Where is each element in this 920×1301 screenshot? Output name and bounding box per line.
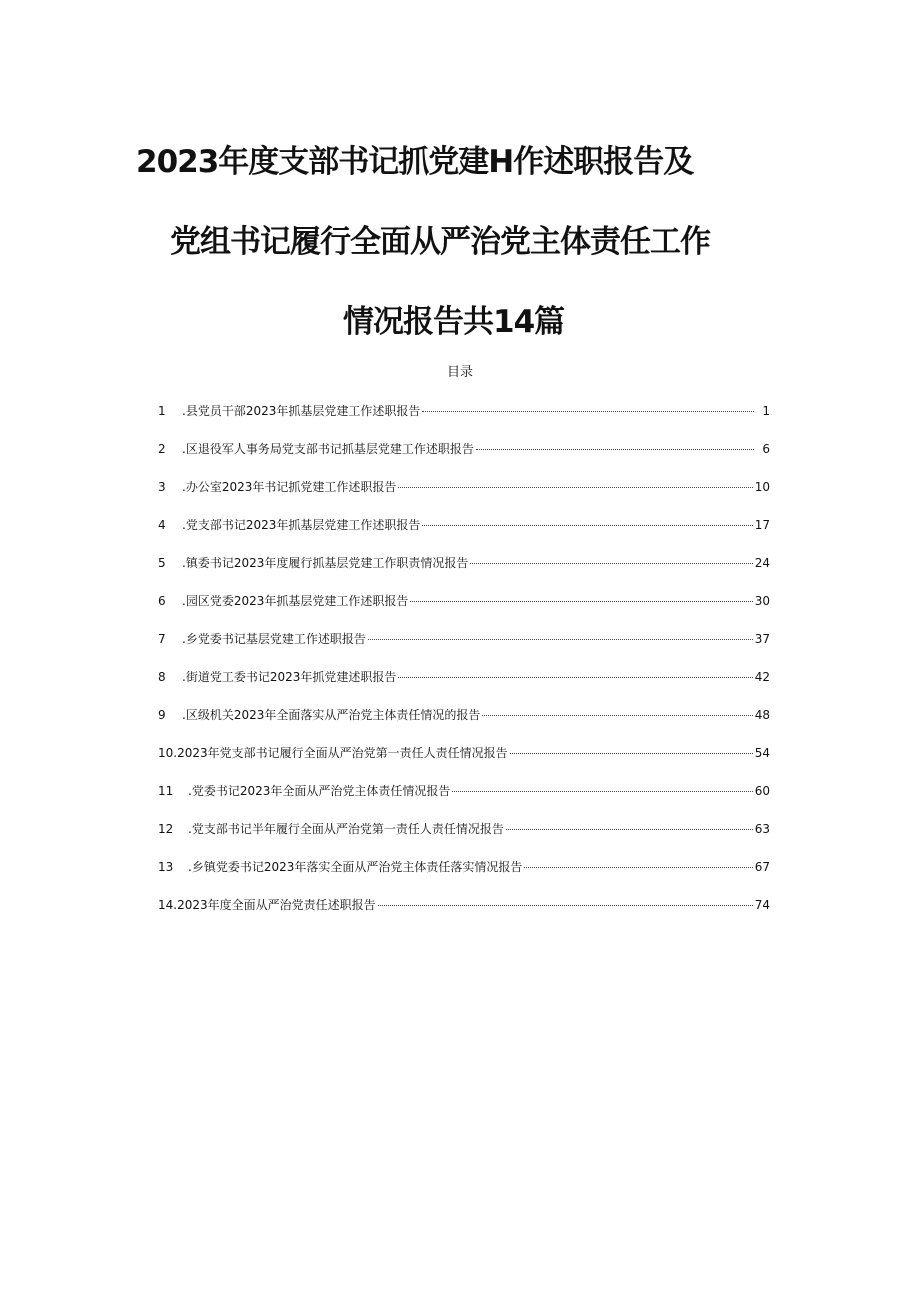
toc-entry-number: 1 bbox=[158, 404, 166, 418]
toc-entry-number: 6 bbox=[158, 594, 166, 608]
toc-entry[interactable] bbox=[158, 745, 770, 783]
toc-entry-number: 4 bbox=[158, 518, 166, 532]
toc-entry-number: 12 bbox=[158, 822, 174, 836]
toc-entry-page: 10 bbox=[754, 480, 770, 494]
toc-entry-page: 1 bbox=[762, 404, 770, 418]
toc-entry[interactable] bbox=[158, 897, 770, 935]
toc-entry-title: .园区党委2023年抓基层党建工作述职报告 bbox=[182, 594, 409, 608]
toc-dot-leader bbox=[378, 905, 753, 906]
toc-entry-title: .街道党工委书记2023年抓党建述职报告 bbox=[182, 670, 397, 684]
toc-entry-title: .区退役军人事务局党支部书记抓基层党建工作述职报告 bbox=[182, 442, 474, 456]
toc-entry-page: 30 bbox=[754, 594, 770, 608]
document-title-line-1: 2023年度支部书记抓党建H作述职报告及 bbox=[136, 144, 694, 180]
toc-heading: 目录 bbox=[446, 365, 473, 380]
document-title-line-2: 党组书记履行全面从严治党主体责任工作 bbox=[170, 224, 710, 260]
toc-entry-number: 13 bbox=[158, 860, 174, 874]
toc-entry[interactable] bbox=[158, 821, 770, 859]
toc-entry-title: .镇委书记2023年度履行抓基层党建工作职责情况报告 bbox=[182, 556, 469, 570]
toc-entry-number: 3 bbox=[158, 480, 166, 494]
toc-entry-number: 9 bbox=[158, 708, 166, 722]
toc-entry-page: 42 bbox=[754, 670, 770, 684]
toc-entry-number: 5 bbox=[158, 556, 166, 570]
toc-dot-leader bbox=[452, 791, 752, 792]
toc-entry[interactable] bbox=[158, 479, 770, 517]
toc-entry-title: 2023年党支部书记履行全面从严治党第一责任人责任情况报告 bbox=[177, 746, 508, 760]
toc-dot-leader bbox=[368, 639, 753, 640]
toc-dot-leader bbox=[422, 411, 754, 412]
table-of-contents bbox=[158, 403, 770, 935]
toc-entry-number: 7 bbox=[158, 632, 166, 646]
toc-dot-leader bbox=[470, 563, 752, 564]
toc-entry-title: .乡镇党委书记2023年落实全面从严治党主体责任落实情况报告 bbox=[188, 860, 523, 874]
toc-entry[interactable] bbox=[158, 517, 770, 555]
toc-entry-number: 14. bbox=[158, 898, 178, 912]
toc-entry-title: .县党员干部2023年抓基层党建工作述职报告 bbox=[182, 404, 421, 418]
toc-dot-leader bbox=[398, 487, 752, 488]
toc-entry-title: .区级机关2023年全面落实从严治党主体责任情况的报告 bbox=[182, 708, 481, 722]
toc-entry-title: .党支部书记半年履行全面从严治党第一责任人责任情况报告 bbox=[188, 822, 504, 836]
toc-entry-title: .乡党委书记基层党建工作述职报告 bbox=[182, 632, 366, 646]
toc-entry-page: 37 bbox=[754, 632, 770, 646]
toc-entry[interactable] bbox=[158, 707, 770, 745]
toc-dot-leader bbox=[422, 525, 752, 526]
toc-entry[interactable] bbox=[158, 593, 770, 631]
toc-dot-leader bbox=[476, 449, 754, 450]
toc-entry[interactable] bbox=[158, 555, 770, 593]
toc-entry-title: .办公室2023年书记抓党建工作述职报告 bbox=[182, 480, 397, 494]
toc-dot-leader bbox=[510, 753, 753, 754]
toc-entry-page: 63 bbox=[754, 822, 770, 836]
toc-entry[interactable] bbox=[158, 669, 770, 707]
toc-dot-leader bbox=[506, 829, 753, 830]
toc-entry[interactable] bbox=[158, 783, 770, 821]
toc-entry-number: 11 bbox=[158, 784, 174, 798]
toc-entry-page: 24 bbox=[754, 556, 770, 570]
toc-entry-page: 60 bbox=[754, 784, 770, 798]
toc-entry-page: 17 bbox=[754, 518, 770, 532]
toc-entry-page: 48 bbox=[754, 708, 770, 722]
toc-entry[interactable] bbox=[158, 859, 770, 897]
toc-entry-page: 67 bbox=[754, 860, 770, 874]
toc-entry[interactable] bbox=[158, 631, 770, 669]
toc-dot-leader bbox=[410, 601, 752, 602]
toc-entry-page: 74 bbox=[754, 898, 770, 912]
toc-dot-leader bbox=[398, 677, 752, 678]
toc-entry[interactable] bbox=[158, 403, 770, 441]
toc-dot-leader bbox=[482, 715, 752, 716]
toc-entry-title: 2023年度全面从严治党责任述职报告 bbox=[177, 898, 376, 912]
toc-dot-leader bbox=[524, 867, 752, 868]
document-title-line-3: 情况报告共14篇 bbox=[343, 304, 565, 340]
toc-entry-page: 54 bbox=[754, 746, 770, 760]
toc-entry-number: 10. bbox=[158, 746, 178, 760]
toc-entry[interactable] bbox=[158, 441, 770, 479]
toc-entry-title: .党支部书记2023年抓基层党建工作述职报告 bbox=[182, 518, 421, 532]
toc-entry-title: .党委书记2023年全面从严治党主体责任情况报告 bbox=[188, 784, 451, 798]
toc-entry-number: 8 bbox=[158, 670, 166, 684]
toc-entry-number: 2 bbox=[158, 442, 166, 456]
toc-entry-page: 6 bbox=[762, 442, 770, 456]
